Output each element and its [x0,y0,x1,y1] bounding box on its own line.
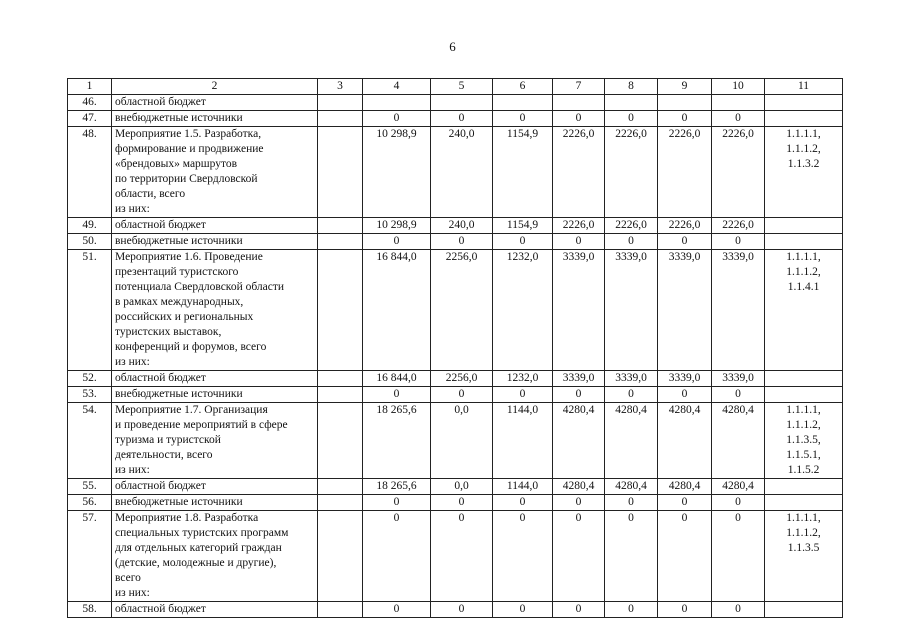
row-value: 4280,4 [658,403,712,479]
row-col3 [318,479,363,495]
row-value: 0 [658,602,712,618]
row-col3 [318,511,363,602]
row-number: 56. [68,495,112,511]
row-codes [765,234,843,250]
header-cell-6: 6 [493,79,553,95]
row-codes [765,371,843,387]
row-col3 [318,111,363,127]
row-value: 18 265,6 [363,479,431,495]
row-value [553,95,605,111]
row-value [605,95,658,111]
header-cell-10: 10 [712,79,765,95]
row-value [431,95,493,111]
row-value: 18 265,6 [363,403,431,479]
row-number: 58. [68,602,112,618]
table-row [68,602,843,618]
row-name: областной бюджет [112,218,318,234]
page-number: 6 [449,39,456,54]
row-number: 53. [68,387,112,403]
table-row [68,111,843,127]
row-value: 2226,0 [658,218,712,234]
row-col3 [318,95,363,111]
row-value: 1154,9 [493,218,553,234]
row-number: 46. [68,95,112,111]
row-codes [765,495,843,511]
row-value: 0 [431,111,493,127]
row-value [363,95,431,111]
row-number: 49. [68,218,112,234]
row-value: 2226,0 [712,218,765,234]
row-value: 2226,0 [712,127,765,218]
row-codes [765,479,843,495]
row-name: внебюджетные источники [112,234,318,250]
row-value: 0 [431,234,493,250]
row-name: областной бюджет [112,602,318,618]
row-number: 48. [68,127,112,218]
row-value: 0 [493,111,553,127]
row-col3 [318,495,363,511]
row-value: 0 [363,234,431,250]
row-value: 2226,0 [553,127,605,218]
row-value: 1144,0 [493,403,553,479]
row-value: 0,0 [431,403,493,479]
row-name: Мероприятие 1.7. Организация и проведение мероприятий в сфере туризма и туристской деятельности, всего из них: [112,403,318,479]
header-cell-8: 8 [605,79,658,95]
row-value: 0 [553,234,605,250]
row-col3 [318,387,363,403]
row-value [493,95,553,111]
row-number: 55. [68,479,112,495]
row-name: Мероприятие 1.5. Разработка, формирование и продвижение «брендовых» маршрутов по территории Свердловской области, всего из них: [112,127,318,218]
row-value: 1232,0 [493,250,553,371]
row-value: 0 [605,387,658,403]
row-value: 0 [712,111,765,127]
row-codes: 1.1.1.1, 1.1.1.2, 1.1.4.1 [765,250,843,371]
row-value: 0 [431,602,493,618]
row-number: 51. [68,250,112,371]
row-codes [765,387,843,403]
row-value: 0 [493,234,553,250]
row-name: внебюджетные источники [112,111,318,127]
header-cell-7: 7 [553,79,605,95]
row-value: 1144,0 [493,479,553,495]
row-value: 0 [363,511,431,602]
table-row [68,234,843,250]
row-col3 [318,403,363,479]
row-value: 3339,0 [658,371,712,387]
row-codes [765,218,843,234]
row-name: областной бюджет [112,479,318,495]
row-value: 3339,0 [605,250,658,371]
row-value: 240,0 [431,127,493,218]
row-name: областной бюджет [112,371,318,387]
row-name: Мероприятие 1.6. Проведение презентаций туристского потенциала Свердловской области в рамках международных, российских и региональных туристских выставок, конференций и форумов, всего из них: [112,250,318,371]
row-value: 0 [605,602,658,618]
row-value: 2256,0 [431,371,493,387]
row-codes [765,602,843,618]
row-value: 0 [363,495,431,511]
row-value: 4280,4 [553,403,605,479]
row-value: 0 [712,602,765,618]
row-name: внебюджетные источники [112,495,318,511]
row-value: 0 [605,495,658,511]
row-value: 4280,4 [712,403,765,479]
row-value: 10 298,9 [363,127,431,218]
row-value: 0 [658,495,712,511]
table-row [68,511,843,602]
row-codes [765,111,843,127]
row-col3 [318,127,363,218]
row-value: 0 [605,234,658,250]
row-col3 [318,234,363,250]
row-value: 16 844,0 [363,250,431,371]
row-value: 0 [712,495,765,511]
table-row [68,127,843,218]
table-row [68,250,843,371]
row-value: 0 [431,511,493,602]
row-value: 0 [553,495,605,511]
row-value: 0 [493,602,553,618]
row-value: 16 844,0 [363,371,431,387]
row-value: 0 [493,511,553,602]
header-cell-2: 2 [112,79,318,95]
row-value: 0 [553,111,605,127]
row-codes: 1.1.1.1, 1.1.1.2, 1.1.3.2 [765,127,843,218]
row-codes: 1.1.1.1, 1.1.1.2, 1.1.3.5, 1.1.5.1, 1.1.5.2 [765,403,843,479]
row-value: 4280,4 [712,479,765,495]
header-cell-5: 5 [431,79,493,95]
row-col3 [318,250,363,371]
header-cell-11: 11 [765,79,843,95]
table-row [68,95,843,111]
row-value: 3339,0 [605,371,658,387]
header-cell-4: 4 [363,79,431,95]
row-value: 0 [431,495,493,511]
row-value [712,95,765,111]
row-value: 0 [712,234,765,250]
header-cell-3: 3 [318,79,363,95]
row-number: 57. [68,511,112,602]
table-row [68,479,843,495]
table-row [68,371,843,387]
row-value: 0 [553,511,605,602]
row-value: 2226,0 [553,218,605,234]
row-number: 47. [68,111,112,127]
row-value: 240,0 [431,218,493,234]
row-value: 3339,0 [712,250,765,371]
table-body [68,79,843,618]
row-value: 0 [605,111,658,127]
row-value: 0 [553,387,605,403]
table-row [68,387,843,403]
row-number: 52. [68,371,112,387]
row-value: 3339,0 [712,371,765,387]
row-col3 [318,218,363,234]
row-number: 54. [68,403,112,479]
row-codes [765,95,843,111]
table-row [68,495,843,511]
header-cell-1: 1 [68,79,112,95]
row-value: 0 [363,387,431,403]
row-value: 10 298,9 [363,218,431,234]
row-value: 2226,0 [605,218,658,234]
row-value: 0 [493,495,553,511]
row-value: 1232,0 [493,371,553,387]
header-cell-9: 9 [658,79,712,95]
row-value: 2256,0 [431,250,493,371]
row-value: 0 [431,387,493,403]
row-value: 1154,9 [493,127,553,218]
header-row [68,79,843,95]
row-value: 0 [605,511,658,602]
row-name: Мероприятие 1.8. Разработка специальных туристских программ для отдельных категорий граждан (детские, молодежные и другие), всего из них: [112,511,318,602]
row-value: 0 [553,602,605,618]
row-value: 0 [493,387,553,403]
row-value: 0 [658,511,712,602]
row-value: 4280,4 [553,479,605,495]
row-value: 2226,0 [605,127,658,218]
row-value: 0 [363,602,431,618]
budget-table [67,78,843,618]
row-number: 50. [68,234,112,250]
row-value: 0,0 [431,479,493,495]
row-value [658,95,712,111]
row-value: 0 [712,511,765,602]
row-value: 2226,0 [658,127,712,218]
row-codes: 1.1.1.1, 1.1.1.2, 1.1.3.5 [765,511,843,602]
row-value: 4280,4 [658,479,712,495]
row-value: 3339,0 [658,250,712,371]
row-value: 0 [712,387,765,403]
row-value: 0 [658,387,712,403]
row-value: 0 [658,111,712,127]
row-value: 0 [658,234,712,250]
row-value: 4280,4 [605,479,658,495]
row-value: 4280,4 [605,403,658,479]
row-value: 0 [363,111,431,127]
table-row [68,218,843,234]
row-value: 3339,0 [553,371,605,387]
table-row [68,403,843,479]
row-col3 [318,371,363,387]
row-name: внебюджетные источники [112,387,318,403]
row-name: областной бюджет [112,95,318,111]
row-col3 [318,602,363,618]
row-value: 3339,0 [553,250,605,371]
